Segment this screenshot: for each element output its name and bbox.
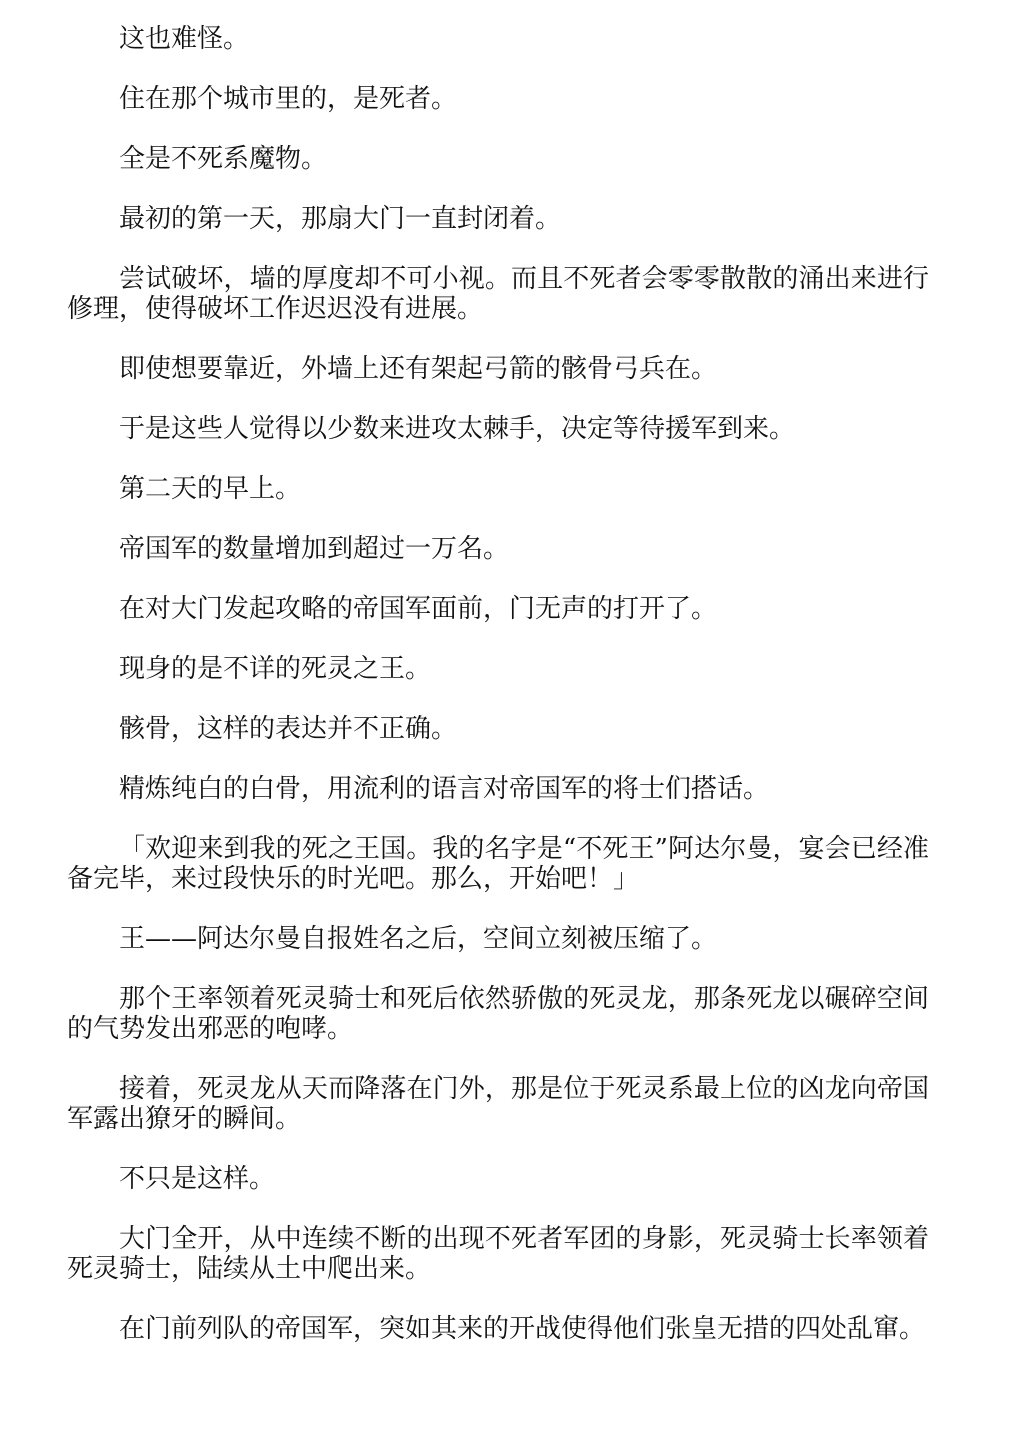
dialogue-paragraph: 「欢迎来到我的死之王国。我的名字是“不死王”阿达尔曼，宴会已经准备完毕，来过段快乐的时光吧。那么，开始吧！」	[67, 834, 929, 894]
paragraph: 大门全开，从中连续不断的出现不死者军团的身影，死灵骑士长率领着死灵骑士，陆续从土中爬出来。	[67, 1224, 929, 1284]
paragraph: 现身的是不详的死灵之王。	[119, 654, 432, 684]
paragraph: 在门前列队的帝国军，突如其来的开战使得他们张皇无措的四处乱窜。	[119, 1314, 926, 1344]
paragraph: 全是不死系魔物。	[119, 144, 328, 174]
paragraph: 住在那个城市里的，是死者。	[119, 84, 458, 114]
paragraph: 尝试破坏，墙的厚度却不可小视。而且不死者会零零散散的涌出来进行修理，使得破坏工作迟迟没有进展。	[67, 264, 929, 324]
paragraph: 第二天的早上。	[119, 474, 302, 504]
paragraph: 王——阿达尔曼自报姓名之后，空间立刻被压缩了。	[119, 924, 718, 954]
paragraph: 于是这些人觉得以少数来进攻太棘手，决定等待援军到来。	[119, 414, 796, 444]
paragraph: 这也难怪。	[119, 24, 250, 54]
paragraph: 不只是这样。	[119, 1164, 276, 1194]
paragraph: 那个王率领着死灵骑士和死后依然骄傲的死灵龙，那条死龙以碾碎空间的气势发出邪恶的咆哮。	[67, 984, 929, 1044]
paragraph: 在对大门发起攻略的帝国军面前，门无声的打开了。	[119, 594, 718, 624]
paragraph: 接着，死灵龙从天而降落在门外，那是位于死灵系最上位的凶龙向帝国军露出獠牙的瞬间。	[67, 1074, 929, 1134]
paragraph: 骸骨，这样的表达并不正确。	[119, 714, 458, 744]
paragraph: 最初的第一天，那扇大门一直封闭着。	[119, 204, 562, 234]
paragraph: 即使想要靠近，外墙上还有架起弓箭的骸骨弓兵在。	[119, 354, 718, 384]
paragraph: 精炼纯白的白骨，用流利的语言对帝国军的将士们搭话。	[119, 774, 770, 804]
paragraph: 帝国军的数量增加到超过一万名。	[119, 534, 510, 564]
document-page	[67, 24, 929, 1374]
